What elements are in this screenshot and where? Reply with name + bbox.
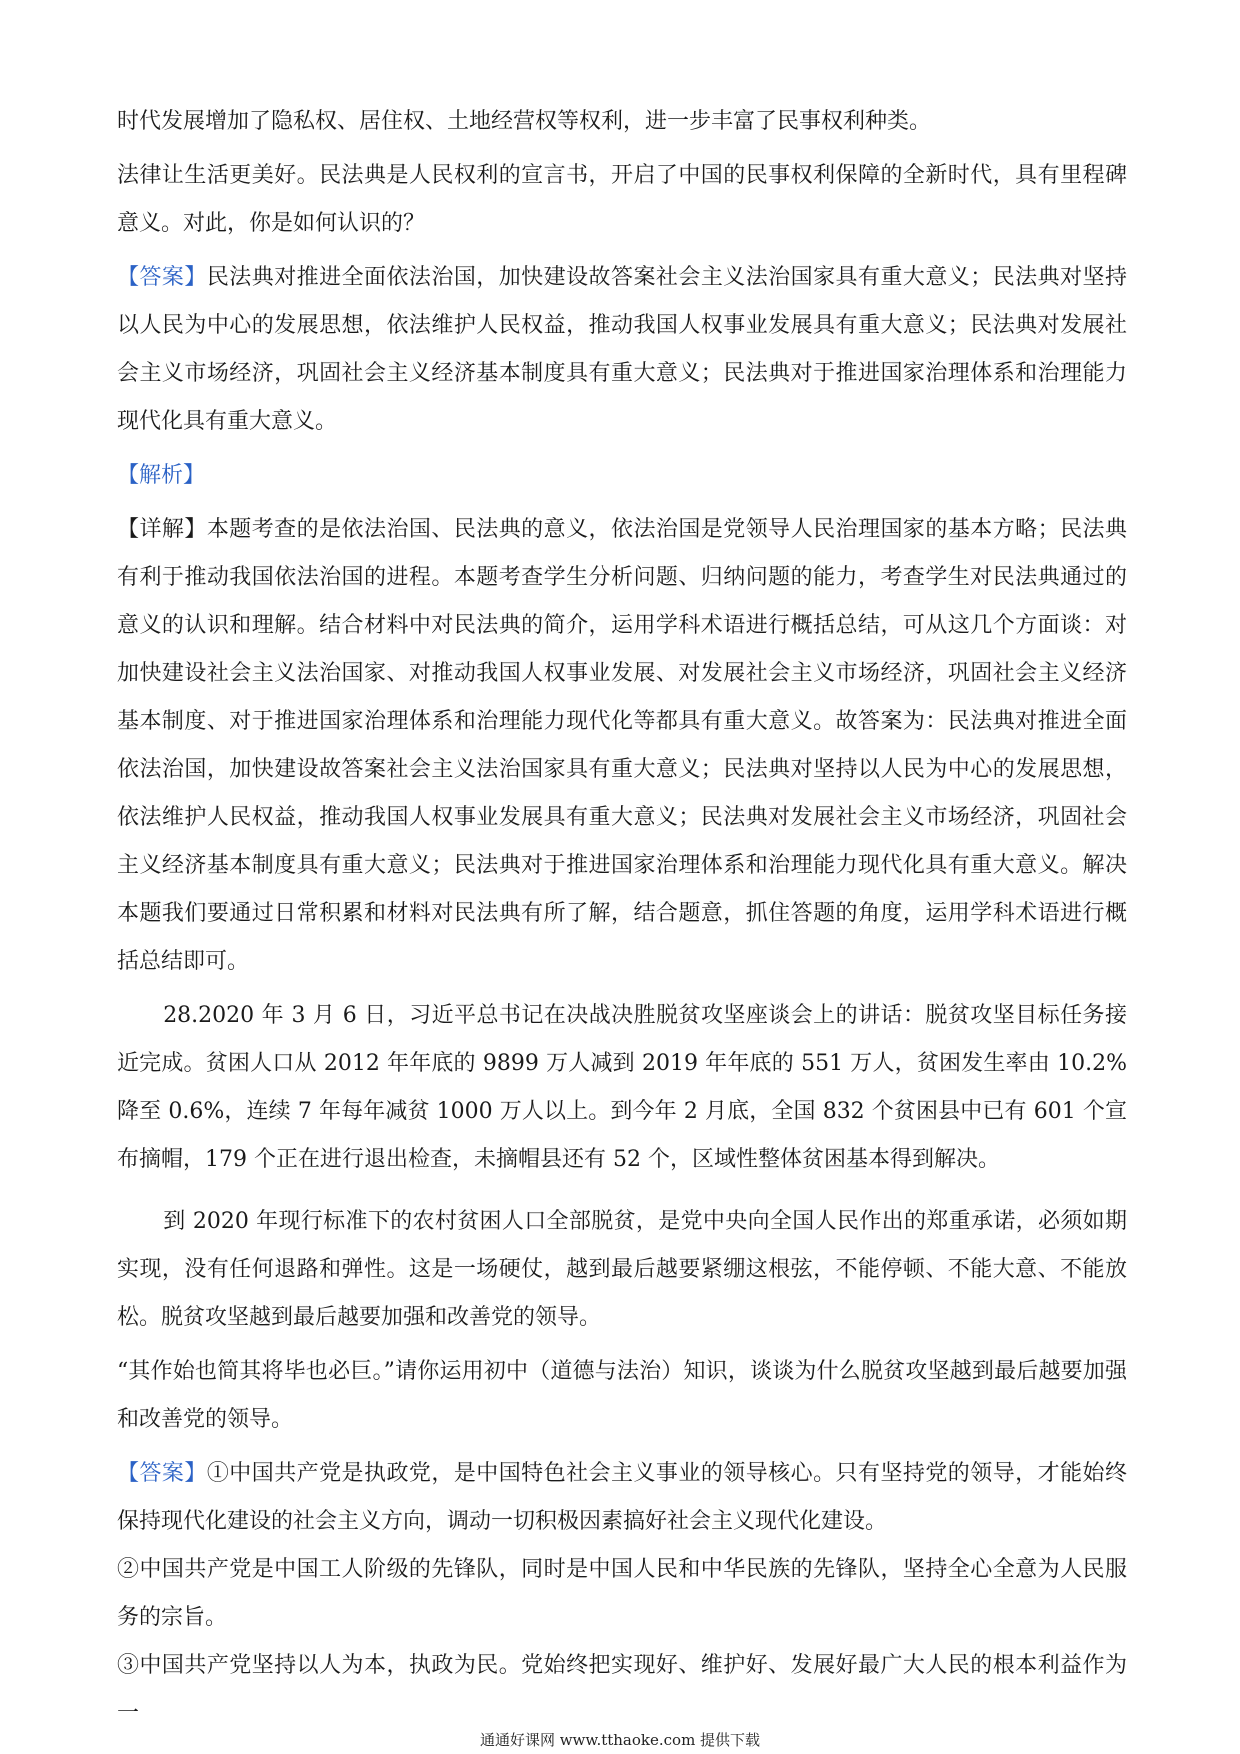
paragraph-civil-code-question: 法律让生活更美好。民法典是人民权利的宣言书，开启了中国的民事权利保障的全新时代，具有里程碑意义。对此，你是如何认识的？: [117, 163, 1127, 236]
answer-2-point-2: ②中国共产党是中国工人阶级的先锋队，同时是中国人民和中华民族的先锋队，坚持全心全意为人民服务的宗旨。: [117, 1557, 1127, 1630]
answer-tag: 【答案】: [117, 265, 207, 290]
answer-2-point-3: ③中国共产党坚持以人为本，执政为民。党始终把实现好、维护好、发展好最广大人民的根本利益作为一: [117, 1653, 1127, 1726]
page-footer: 通通好课网 www.tthaoke.com 提供下载: [479, 1731, 761, 1749]
analysis-heading: [117, 452, 1127, 500]
document-page: [117, 98, 1127, 1738]
paragraph-rights-types: 时代发展增加了隐私权、居住权、土地经营权等权利，进一步丰富了民事权利种类。: [117, 109, 932, 134]
answer-1-text: 民法典对推进全面依法治国，加快建设故答案社会主义法治国家具有重大意义；民法典对坚持以人民为中心的发展思想，依法维护人民权益，推动我国人权事业发展具有重大意义；民法典对发展社会主义市场经济，巩固社会主义经济基本制度具有重大意义；民法典对于推进国家治理体系和治理能力现代化具有重大意义。: [117, 265, 1127, 434]
question-28-material: 28.2020 年 3 月 6 日，习近平总书记在决战决胜脱贫攻坚座谈会上的讲话：脱贫攻坚目标任务接近完成。贫困人口从 2012 年年底的 9899 万人减到 2019 年年底的 551 万人，贫困发生率由 10.2%降至 0.6%，连续 7 年每年减贫 1000 万人以上。到今年 2 月底，全国 832 个贫困县中已有 601 个宣布摘帽，179 个正在进行退出检查，未摘帽县还有 52 个，区域性整体贫困基本得到解决。: [117, 1003, 1127, 1172]
answer-tag: 【答案】: [117, 1461, 207, 1486]
analysis-tag: 【解析】: [117, 463, 206, 488]
answer-2: [117, 1450, 1127, 1546]
detail-explanation: 【详解】本题考查的是依法治国、民法典的意义，依法治国是党领导人民治理国家的基本方略；民法典有利于推动我国依法治国的进程。本题考查学生分析问题、归纳问题的能力，考查学生对民法典通过的意义的认识和理解。结合材料中对民法典的简介，运用学科术语进行概括总结，可从这几个方面谈：对加快建设社会主义法治国家、对推动我国人权事业发展、对发展社会主义市场经济，巩固社会主义经济基本制度、对于推进国家治理体系和治理能力现代化等都具有重大意义。故答案为：民法典对推进全面依法治国，加快建设故答案社会主义法治国家具有重大意义；民法典对坚持以人民为中心的发展思想，依法维护人民权益，推动我国人权事业发展具有重大意义；民法典对发展社会主义市场经济，巩固社会主义经济基本制度具有重大意义；民法典对于推进国家治理体系和治理能力现代化具有重大意义。解决本题我们要通过日常积累和材料对民法典有所了解，结合题意，抓住答题的角度，运用学科术语进行概括总结即可。: [117, 517, 1127, 974]
question-28-material-2: 到 2020 年现行标准下的农村贫困人口全部脱贫，是党中央向全国人民作出的郑重承诺，必须如期实现，没有任何退路和弹性。这是一场硬仗，越到最后越要紧绷这根弦，不能停顿、不能大意、不能放松。脱贫攻坚越到最后越要加强和改善党的领导。: [117, 1209, 1127, 1330]
question-28-prompt: “其作始也简其将毕也必巨。”请你运用初中（道德与法治）知识，谈谈为什么脱贫攻坚越到最后越要加强和改善党的领导。: [117, 1359, 1127, 1432]
answer-1: [117, 254, 1127, 446]
answer-2-point-1: ①中国共产党是执政党，是中国特色社会主义事业的领导核心。只有坚持党的领导，才能始终保持现代化建设的社会主义方向，调动一切积极因素搞好社会主义现代化建设。: [117, 1461, 1127, 1534]
